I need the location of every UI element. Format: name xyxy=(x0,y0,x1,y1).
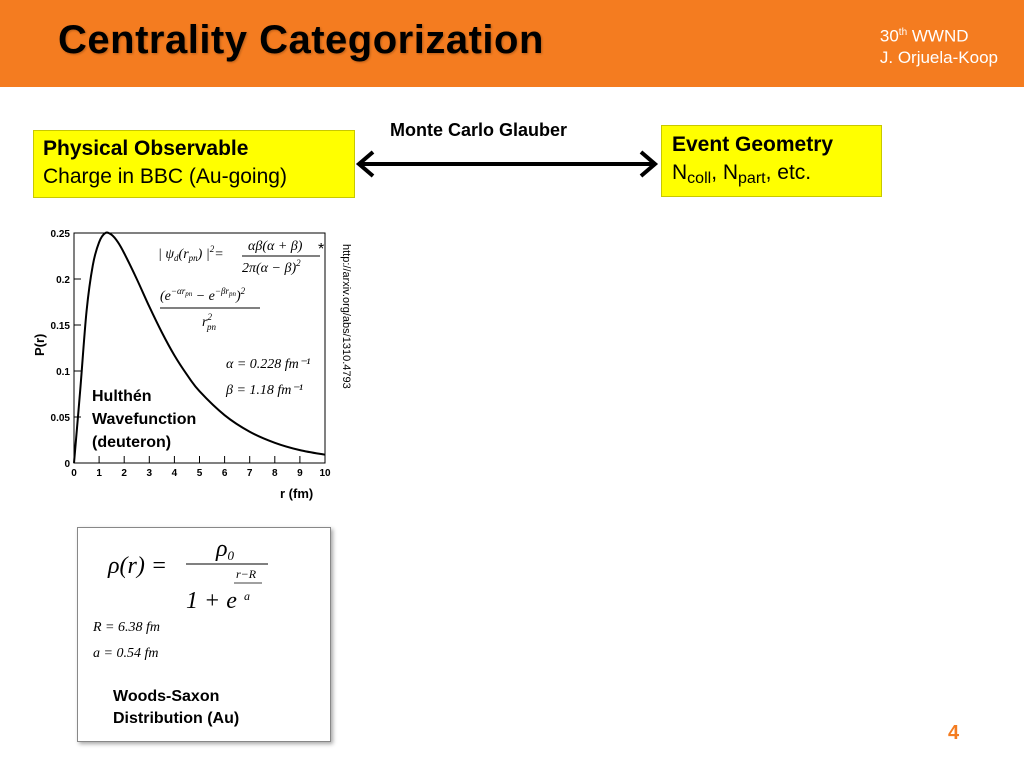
x-tick-label: 0 xyxy=(71,468,77,479)
hulthen-formula xyxy=(158,239,320,332)
x-tick-label: 4 xyxy=(171,468,178,479)
svg-text:ρ(r) =: ρ(r) = xyxy=(108,553,168,579)
slide-title: Centrality Categorization xyxy=(58,18,544,62)
svg-text:2π(α − β)2: $2\pi(\alpha - \beta)^2$ xyxy=(242,258,301,276)
event-geometry-text xyxy=(672,159,871,189)
y-axis-label: P(r) xyxy=(32,333,47,356)
physical-observable-text: Charge in BBC (Au-going) xyxy=(43,165,287,188)
x-tick-label: 7 xyxy=(246,468,253,479)
ws-diffuseness: a = 0.54 fm xyxy=(93,646,159,661)
conference-name: WWND xyxy=(907,26,969,46)
y-tick-label: 0.25 xyxy=(50,229,70,240)
x-axis-ticks xyxy=(71,456,331,479)
hulthen-label-line2: Wavefunction xyxy=(92,411,197,428)
x-axis-label: r (fm) xyxy=(280,486,314,501)
double-arrow-icon xyxy=(353,148,663,180)
event-geometry-box xyxy=(661,125,882,197)
svg-text:a: a xyxy=(244,589,250,603)
x-tick-label: 10 xyxy=(319,468,331,479)
citation-star: * xyxy=(318,241,325,258)
page-number: 4 xyxy=(948,722,960,744)
x-tick-label: 1 xyxy=(96,468,102,479)
ws-label-line1: Woods-Saxon xyxy=(113,688,220,705)
svg-text:(e−αrpn − e−βrpn)2: $(e^{-\alpha r}pn - e^{-\beta r}pn)^2$ xyxy=(160,286,246,304)
hulthen-chart xyxy=(30,228,340,508)
alpha-value: α = 0.228 fm⁻¹ xyxy=(226,357,311,372)
physical-observable-box xyxy=(33,130,355,198)
n-symbol: N xyxy=(672,161,688,184)
conference-info xyxy=(880,22,998,68)
y-tick-label: 0 xyxy=(64,459,70,470)
x-tick-label: 9 xyxy=(297,468,303,479)
hulthen-label-line3: (deuteron) xyxy=(92,434,172,451)
svg-text:| ψd(rpn) |2=: | $\psi_d(r_{pn})$ $|^2=$ xyxy=(158,244,224,263)
x-tick-label: 2 xyxy=(121,468,127,479)
svg-text:1 + e: 1 + e xyxy=(186,588,237,614)
physical-observable-heading: Physical Observable xyxy=(43,137,249,160)
svg-text:r−R: r−R xyxy=(236,567,257,581)
svg-text:r2pn: $r^2$ pn xyxy=(202,312,216,332)
y-tick-label: 0.1 xyxy=(56,367,70,378)
etc-text: , etc. xyxy=(765,161,812,184)
part-subscript: part xyxy=(738,170,766,187)
conference-number: 30 xyxy=(879,26,899,46)
x-tick-label: 3 xyxy=(146,468,153,479)
beta-value: β = 1.18 fm⁻¹ xyxy=(226,383,304,398)
y-tick-label: 0.2 xyxy=(56,275,70,286)
x-tick-label: 5 xyxy=(196,468,203,479)
monte-carlo-glauber-label: Monte Carlo Glauber xyxy=(390,120,568,140)
coll-subscript: coll xyxy=(687,170,712,187)
y-tick-label: 0.15 xyxy=(50,321,70,332)
y-tick-label: 0.05 xyxy=(50,413,70,424)
title-bar xyxy=(0,0,1024,87)
svg-text:ρ0: ρ0 xyxy=(216,536,235,563)
event-geometry-heading: Event Geometry xyxy=(672,133,834,156)
author-name: J. Orjuela-Koop xyxy=(879,47,998,67)
conference-ordinal: th xyxy=(898,27,908,38)
ws-label-line2: Distribution (Au) xyxy=(113,710,240,727)
n-part-symbol: , N xyxy=(711,161,739,184)
ws-radius: R = 6.38 fm xyxy=(93,620,160,635)
svg-text:αβ(α + β): αβ(α + β) xyxy=(248,239,303,254)
x-tick-label: 6 xyxy=(221,468,228,479)
hulthen-label-line1: Hulthén xyxy=(92,388,152,405)
woods-saxon-box xyxy=(77,527,331,742)
woods-saxon-label xyxy=(113,686,239,730)
x-tick-label: 8 xyxy=(272,468,278,479)
arxiv-url: http://arxiv.org/abs/1310.4793 xyxy=(340,244,352,389)
